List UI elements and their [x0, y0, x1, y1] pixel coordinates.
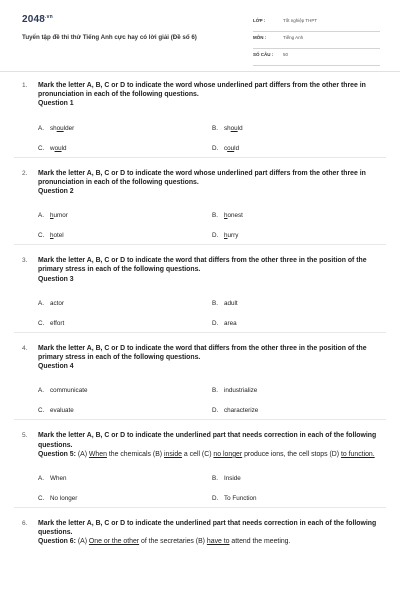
question-number: 4. — [22, 344, 28, 352]
option-word — [224, 495, 257, 502]
option-word — [224, 320, 237, 327]
option-word — [224, 125, 243, 132]
option-letter: C. — [38, 319, 45, 327]
option-text: Inside — [224, 475, 241, 483]
option-letter: C. — [38, 495, 45, 503]
answer-option-a[interactable] — [38, 300, 64, 307]
question-instruction: Mark the letter A, B, C or D to indicate the underlined part that needs correction in each of the following questions. — [38, 520, 377, 537]
question-label: Question 2 — [38, 188, 74, 196]
answer-option-c[interactable] — [38, 407, 74, 414]
sentence-text: attend the meeting. — [229, 538, 291, 546]
option-letter: A. — [38, 124, 44, 132]
meta-count: SỐ CÂU : 50 — [253, 49, 380, 66]
option-word — [50, 145, 66, 152]
option-word — [224, 232, 238, 239]
question-instruction: Mark the letter A, B, C or D to indicate the underlined part that needs correction in each of the following questions. — [38, 432, 377, 449]
option-word — [224, 212, 243, 219]
option-letter: D. — [212, 495, 219, 503]
option-letter: A. — [38, 475, 44, 483]
option-letter: C. — [38, 232, 45, 240]
option-text: industrialize — [224, 387, 258, 395]
question-label: Question 1 — [38, 100, 74, 108]
option-letter: D. — [212, 232, 219, 240]
answer-option-d[interactable] — [212, 407, 258, 414]
option-word — [224, 475, 241, 482]
answer-options — [38, 196, 380, 240]
sentence-text: of the secretaries (B) — [139, 538, 207, 546]
option-text: lder — [63, 124, 75, 132]
option-text: sh — [224, 124, 231, 132]
question-sentence — [38, 537, 380, 546]
answer-options — [38, 284, 380, 328]
question-label: Question 3 — [38, 275, 74, 283]
sentence-text: (A) — [75, 450, 89, 458]
option-word — [50, 125, 74, 132]
option-word — [50, 320, 64, 327]
option-letter: D. — [212, 144, 219, 152]
option-text: urry — [227, 232, 239, 240]
answer-option-a[interactable] — [38, 212, 68, 219]
document-header — [0, 0, 400, 70]
answer-option-b[interactable] — [212, 387, 257, 394]
sentence-text: a cell (C) — [182, 450, 214, 458]
underlined-part: to function. — [340, 450, 375, 458]
option-word — [224, 407, 258, 414]
underlined-part: have to — [206, 538, 230, 546]
option-letter: C. — [38, 144, 45, 152]
option-text: characterize — [224, 407, 259, 415]
document-meta — [253, 15, 380, 66]
site-logo[interactable]: $2048^{.vn}$ — [22, 14, 53, 25]
option-letter: D. — [212, 319, 219, 327]
answer-option-b[interactable] — [212, 125, 243, 132]
question-sentence — [38, 450, 380, 459]
question-list — [0, 80, 400, 547]
question-number: 6. — [22, 520, 28, 528]
option-letter: A. — [38, 212, 44, 220]
sentence-text: Question 6: — [38, 538, 76, 546]
option-underlined: ou — [54, 144, 62, 152]
option-text: umor — [53, 212, 68, 220]
option-letter: A. — [38, 299, 44, 307]
option-letter: B. — [212, 387, 218, 395]
question-number: 1. — [22, 82, 28, 89]
option-underlined: ou — [230, 124, 238, 132]
option-word — [224, 300, 238, 307]
sentence-text: Question 5: — [38, 450, 76, 458]
option-letter: A. — [38, 387, 44, 395]
option-text: actor — [50, 299, 64, 307]
answer-option-b[interactable] — [212, 300, 238, 307]
question-6 — [0, 508, 400, 547]
meta-subject: MÔN : Tiếng Anh — [253, 32, 380, 49]
option-word — [50, 300, 64, 307]
underlined-part: no longer — [213, 450, 243, 458]
option-underlined: ou — [227, 144, 235, 152]
underlined-part: inside — [164, 450, 183, 458]
option-text: ld — [237, 124, 243, 132]
answer-options — [38, 109, 380, 153]
option-text: area — [224, 319, 237, 327]
option-text: ld — [234, 144, 240, 152]
answer-option-a[interactable] — [38, 475, 66, 482]
option-text: communicate — [50, 387, 88, 395]
option-text: ld — [61, 144, 67, 152]
question-5 — [0, 420, 400, 508]
option-underlined: h — [50, 232, 54, 240]
option-letter: D. — [212, 407, 219, 415]
option-letter: B. — [212, 124, 218, 132]
answer-option-c[interactable] — [38, 145, 66, 152]
question-2 — [0, 158, 400, 246]
sentence-text: produce ions, the cell stops (D) — [242, 450, 341, 458]
option-underlined: h — [224, 232, 228, 240]
option-word — [50, 407, 74, 414]
option-text: adult — [224, 299, 238, 307]
question-instruction: Mark the letter A, B, C or D to indicate the word that differs from the other three in the position of the primary stress in each of the following questions. — [38, 344, 367, 362]
question-4 — [0, 333, 400, 421]
option-text: When — [50, 475, 67, 483]
question-instruction: Mark the letter A, B, C or D to indicate the word whose underlined part differs from the other three in pronunciation in each of the following questions. — [38, 169, 366, 186]
question-number: 2. — [22, 169, 28, 177]
option-word — [224, 145, 239, 152]
option-word — [50, 387, 87, 394]
answer-option-d[interactable] — [212, 232, 238, 239]
answer-option-c[interactable] — [38, 320, 64, 327]
option-text: effort — [50, 319, 65, 327]
question-number: 5. — [22, 432, 28, 440]
answer-option-d[interactable] — [212, 145, 239, 152]
option-text: onest — [227, 212, 243, 220]
option-text: evaluate — [50, 407, 74, 415]
option-letter: B. — [212, 299, 218, 307]
answer-option-b[interactable] — [212, 212, 243, 219]
option-text: c — [224, 144, 228, 152]
answer-option-c[interactable] — [38, 495, 77, 502]
option-word — [50, 475, 66, 482]
question-instruction: Mark the letter A, B, C or D to indicate the word whose underlined part differs from the other three in pronunciation in each of the following questions. — [38, 82, 366, 99]
option-letter: B. — [212, 212, 218, 220]
answer-option-d[interactable] — [212, 495, 257, 502]
question-3 — [0, 245, 400, 333]
option-letter: B. — [212, 475, 218, 483]
header-divider — [0, 71, 400, 72]
option-underlined: h — [50, 212, 54, 220]
option-word — [50, 495, 77, 502]
question-number: 3. — [22, 257, 28, 265]
option-text: No longer — [50, 495, 78, 503]
question-1 — [0, 80, 400, 158]
underlined-part: One or the other — [88, 538, 140, 546]
answer-option-a[interactable] — [38, 387, 87, 394]
option-letter: C. — [38, 407, 45, 415]
question-label: Question 4 — [38, 363, 74, 371]
option-text: To Function — [224, 495, 257, 503]
option-text: sh — [50, 124, 57, 132]
option-underlined: ou — [56, 124, 64, 132]
answer-options — [38, 459, 380, 503]
option-word — [50, 212, 68, 219]
document-title: Tuyển tập đề thi thử Tiếng Anh cực hay có lời giải (Đề số 6) — [22, 34, 197, 41]
option-word — [224, 387, 257, 394]
option-text: otel — [53, 232, 64, 240]
sentence-text: (A) — [75, 538, 89, 546]
question-instruction: Mark the letter A, B, C or D to indicate the word that differs from the other three in the position of the primary stress in each of the following questions. — [38, 257, 367, 274]
option-text: w — [50, 144, 55, 152]
answer-option-b[interactable] — [212, 475, 241, 482]
answer-option-d[interactable] — [212, 320, 237, 327]
answer-options — [38, 371, 380, 415]
underlined-part: When — [88, 450, 107, 458]
answer-option-a[interactable] — [38, 125, 74, 132]
option-underlined: h — [224, 212, 228, 220]
answer-option-c[interactable] — [38, 232, 64, 239]
meta-class: LỚP : Tốt nghiệp THPT — [253, 15, 380, 32]
sentence-text: the chemicals (B) — [106, 450, 164, 458]
option-word — [50, 232, 64, 239]
